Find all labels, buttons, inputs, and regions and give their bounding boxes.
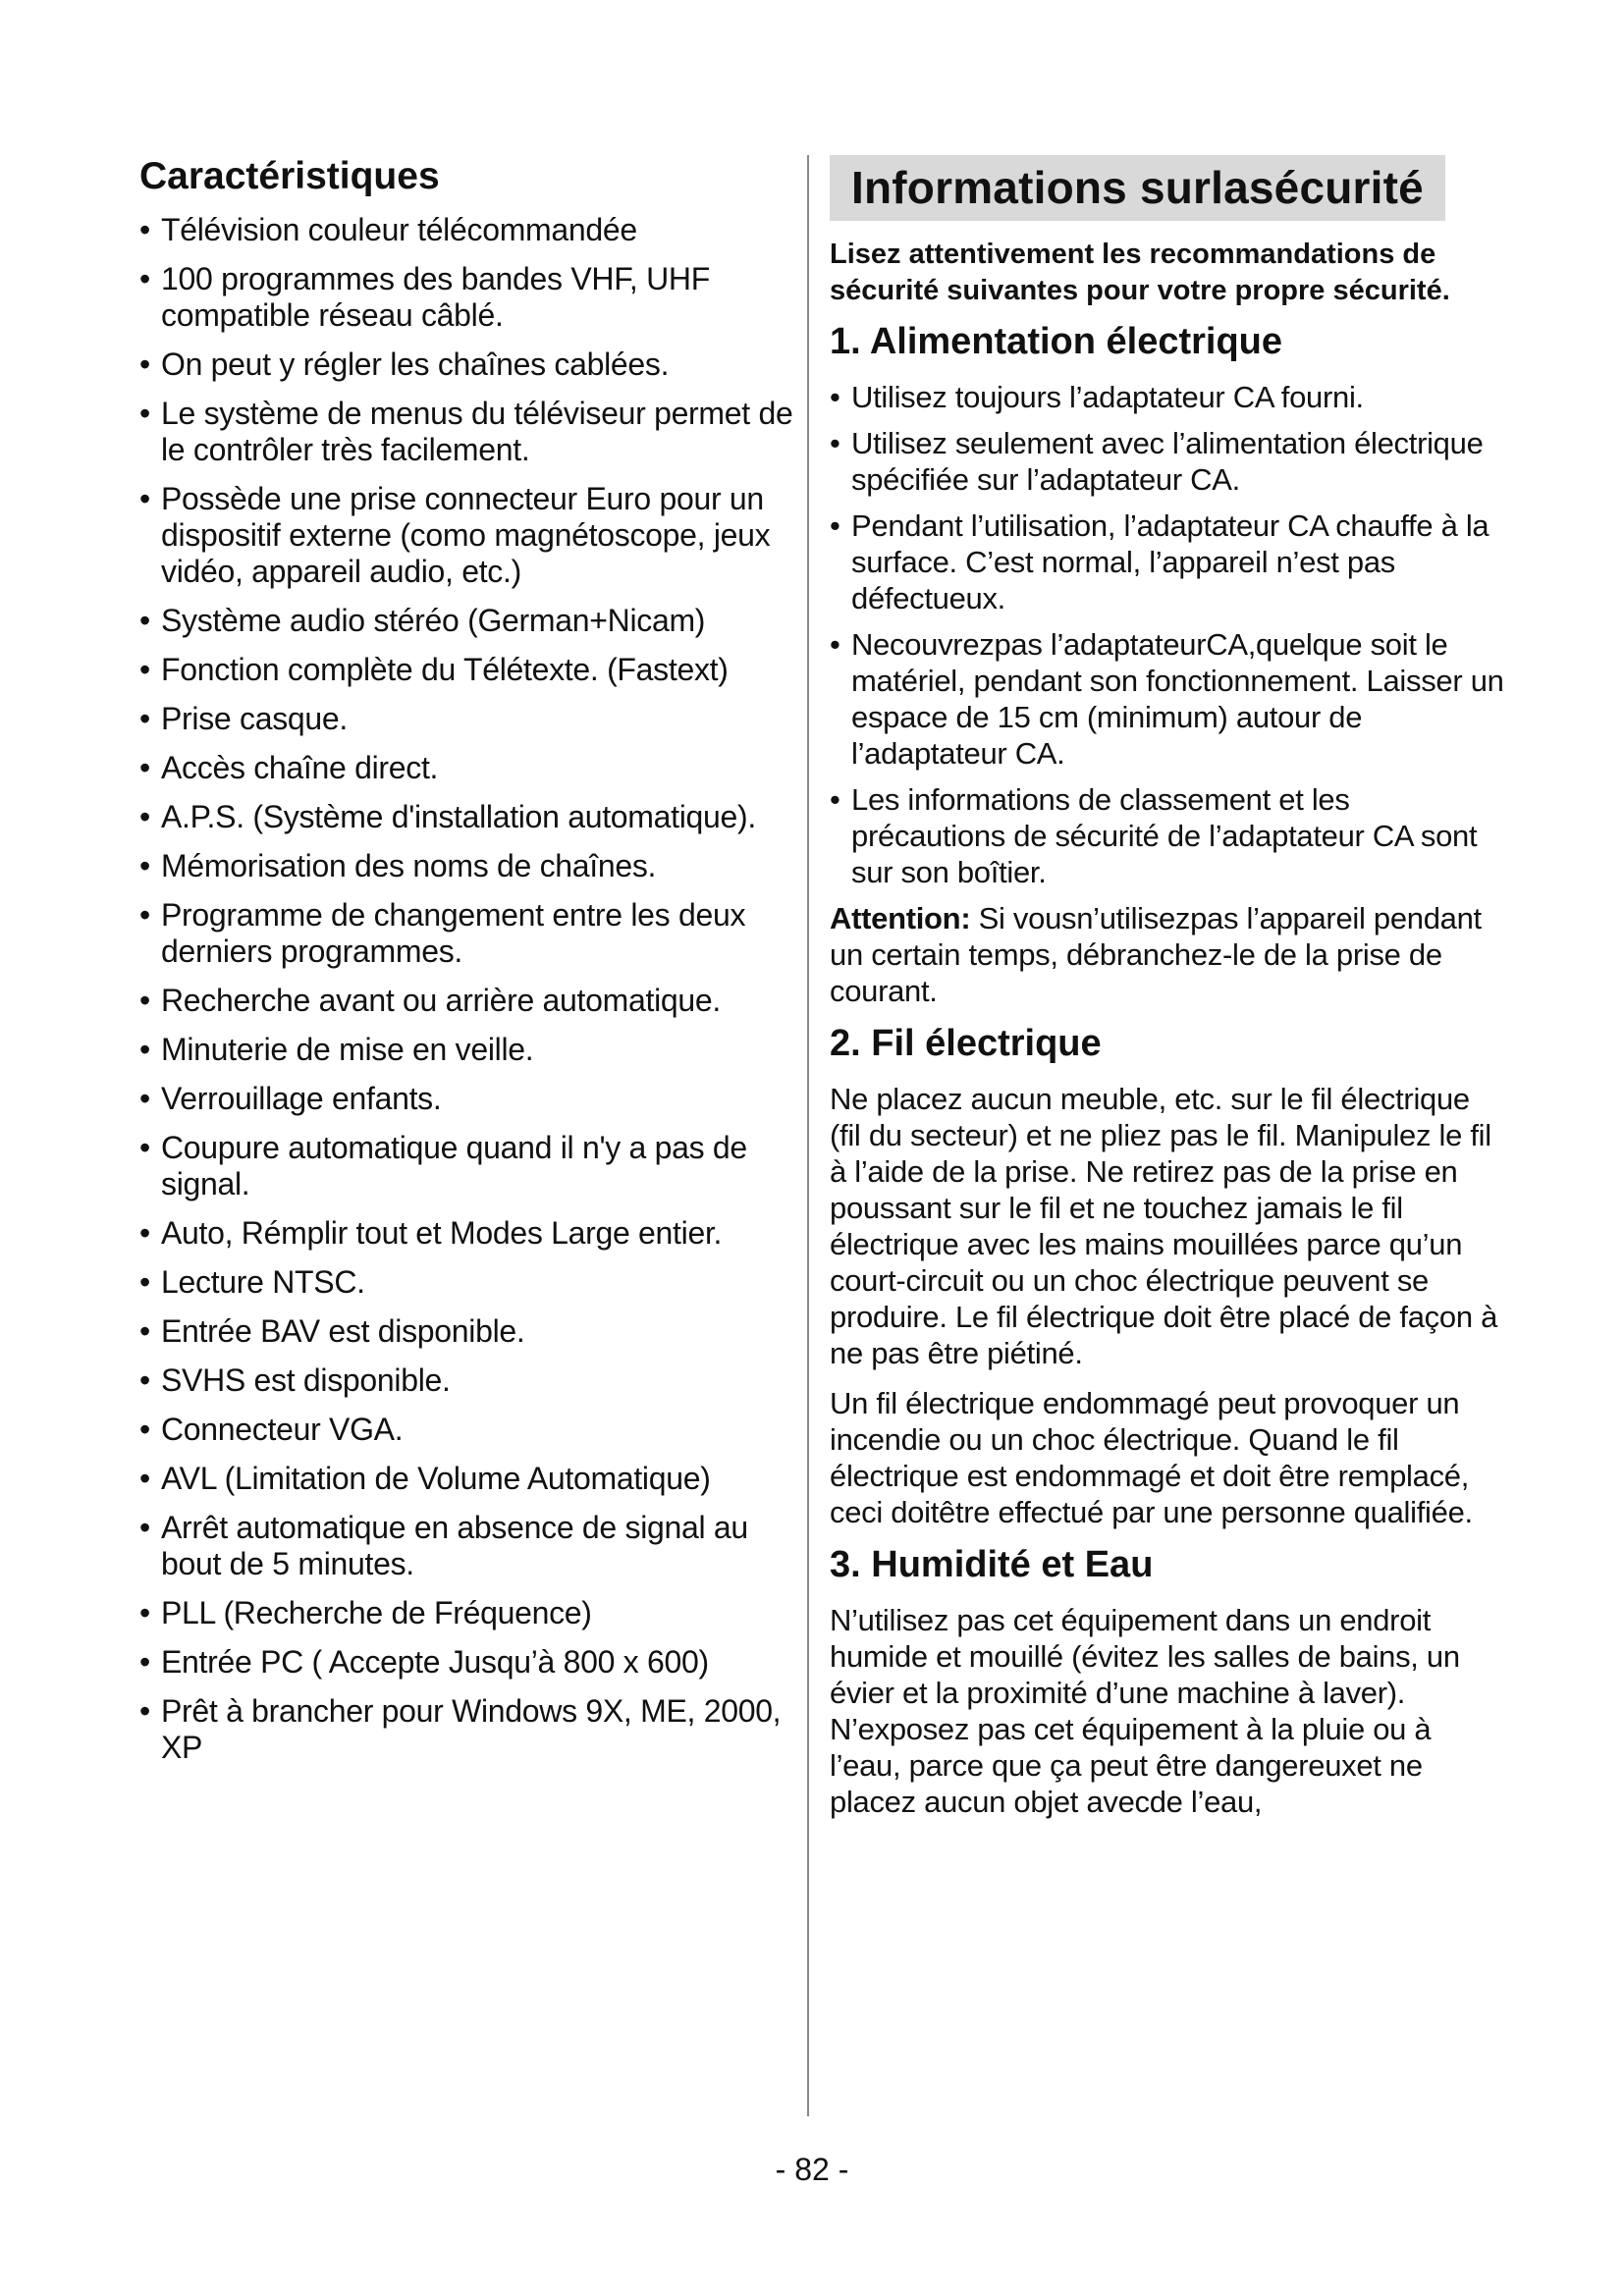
cord-paragraph: Ne placez aucun meuble, etc. sur le fil électrique (fil du secteur) et ne pliez pas le fil. Manipulez le fil à l’aide de la prise. Ne retirez pas de la prise en poussant sur le fil et ne touchez jamais le fil électrique avec les mains mouillées parce qu’un court-circuit ou un choc électrique peuvent se produire. Le fil électrique doit être placé de façon à ne pas être piétiné.: [830, 1082, 1498, 1370]
safety-title: Informations surlasécurité: [830, 155, 1445, 221]
power-item: • Les informations de classement et les précautions de sécurité de l’adaptateur CA sont sur son boîtier.: [830, 781, 1507, 890]
attention-text: Si vousn’utilisezpas l’appareil pendant un certain temps, débranchez-le de la prise de courant.: [830, 901, 1482, 1008]
feature-item: • Accès chaîne direct.: [139, 750, 807, 786]
feature-item: • Lecture NTSC.: [139, 1264, 807, 1301]
feature-item: • Mémorisation des noms de chaînes.: [139, 848, 807, 884]
feature-item: • SVHS est disponible.: [139, 1362, 807, 1399]
features-title: Caractéristiques: [139, 155, 440, 197]
feature-item: • Entrée PC ( Accepte Jusqu’à 800 x 600): [139, 1644, 807, 1681]
water-heading: 3. Humidité et Eau: [830, 1544, 1154, 1585]
feature-item: • Prise casque.: [139, 701, 807, 737]
feature-item: • Connecteur VGA.: [139, 1412, 807, 1448]
feature-item: • Recherche avant ou arrière automatique.: [139, 983, 807, 1019]
feature-item: • Possède une prise connecteur Euro pour un dispositif externe (como magnétoscope, jeux vidéo, appareil audio, etc.): [139, 481, 807, 590]
feature-item: • Entrée BAV est disponible.: [139, 1313, 807, 1350]
feature-item: • PLL (Recherche de Fréquence): [139, 1595, 807, 1631]
feature-item: • Le système de menus du téléviseur permet de le contrôler très facilement.: [139, 396, 807, 468]
feature-item: • Programme de changement entre les deux derniers programmes.: [139, 897, 807, 970]
features-column: [139, 155, 807, 1779]
feature-item: • On peut y régler les chaînes cablées.: [139, 347, 807, 383]
feature-item: • Fonction complète du Télétexte. (Fastext): [139, 652, 807, 688]
power-list: [830, 379, 1507, 890]
cord-heading: 2. Fil électrique: [830, 1023, 1102, 1064]
feature-item: • Verrouillage enfants.: [139, 1081, 807, 1117]
power-item: • Utilisez seulement avec l’alimentation électrique spécifiée sur l’adaptateur CA.: [830, 425, 1507, 498]
cord-paragraph: Un fil électrique endommagé peut provoquer un incendie ou un choc électrique. Quand le fil électrique est endommagé et doit être remplacé, ceci doitêtre effectué par une personne qualifiée.: [830, 1386, 1473, 1529]
attention-label: Attention:: [830, 901, 971, 935]
safety-intro: Lisez attentivement les recommandations de sécurité suivantes pour votre propre sécurité.: [830, 239, 1450, 306]
feature-item: • Arrêt automatique en absence de signal au bout de 5 minutes.: [139, 1510, 807, 1582]
feature-item: • A.P.S. (Système d'installation automatique).: [139, 799, 807, 835]
feature-item: • Prêt à brancher pour Windows 9X, ME, 2000, XP: [139, 1693, 807, 1766]
column-divider: [807, 155, 809, 2116]
attention-note: [830, 900, 1507, 1009]
power-item: • Pendant l’utilisation, l’adaptateur CA chauffe à la surface. C’est normal, l’appareil n’est pas défectueux.: [830, 507, 1507, 616]
features-list: [139, 212, 807, 1766]
feature-item: • Coupure automatique quand il n'y a pas de signal.: [139, 1130, 807, 1202]
feature-item: • AVL (Limitation de Volume Automatique): [139, 1461, 807, 1497]
power-item: • Utilisez toujours l’adaptateur CA fourni.: [830, 379, 1507, 415]
feature-item: • Minuterie de mise en veille.: [139, 1032, 807, 1068]
feature-item: • Télévision couleur télécommandée: [139, 212, 807, 248]
feature-item: • Auto, Rémplir tout et Modes Large entier.: [139, 1215, 807, 1252]
power-item: • Necouvrezpas l’adaptateurCA,quelque soit le matériel, pendant son fonctionnement. Laisser un espace de 15 cm (minimum) autour de l’adaptateur CA.: [830, 626, 1507, 772]
safety-column: [830, 155, 1507, 1834]
feature-item: • 100 programmes des bandes VHF, UHF compatible réseau câblé.: [139, 261, 807, 334]
feature-item: • Système audio stéréo (German+Nicam): [139, 603, 807, 639]
water-paragraph: N’utilisez pas cet équipement dans un endroit humide et mouillé (évitez les salles de bains, un évier et la proximité d’une machine à laver). N’exposez pas cet équipement à la pluie ou à l’eau, parce que ça peut être dangereuxet ne placez aucun objet avecde l’eau,: [830, 1603, 1460, 1819]
power-heading: 1. Alimentation électrique: [830, 321, 1283, 362]
page-number: - 82 -: [775, 2152, 849, 2187]
